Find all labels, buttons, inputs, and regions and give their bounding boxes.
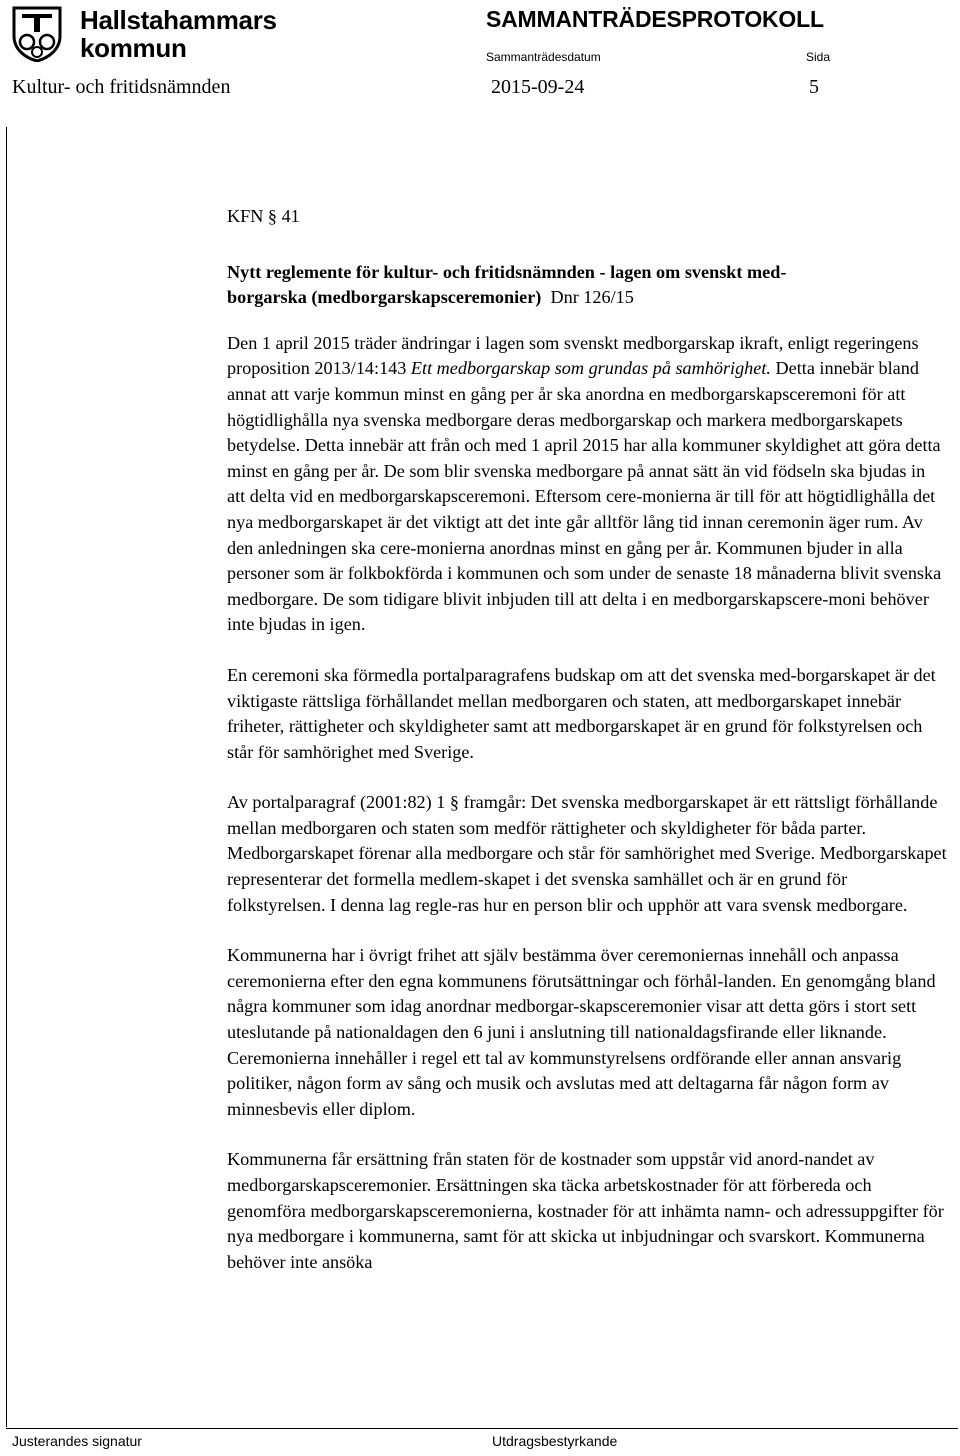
paragraph-2: En ceremoni ska förmedla portalparagrafens budskap om att det svenska med-borgarskapet är det viktigaste rättsliga förhållandet mellan medborgaren och staten, att medborgarskapet innebär friheter, rättigheter och skyldigheter samt att medborgarskapet är en grund för folkstyrelsen och står för samhörighet med Sverige. xyxy=(227,664,936,762)
document-type-title: SAMMANTRÄDESPROTOKOLL xyxy=(486,6,824,32)
logo-wordmark xyxy=(80,6,277,62)
protocol-body xyxy=(227,204,947,1275)
municipality-logo xyxy=(12,4,282,66)
case-number: KFN § 41 xyxy=(227,206,300,226)
logo-line-1: Hallstahammars xyxy=(80,5,277,35)
signature-label: Justerandes signatur xyxy=(12,1433,142,1449)
coat-of-arms-icon xyxy=(12,6,62,62)
case-dnr: Dnr 126/15 xyxy=(550,287,634,308)
case-title xyxy=(227,260,947,311)
page-label: Sida xyxy=(806,50,831,64)
case-title-line-2: borgarska (medborgarskapsceremonier) xyxy=(227,287,542,308)
proposition-title: Ett medborgarskap som grundas på samhörighet. xyxy=(410,358,771,379)
footer-rule xyxy=(6,1428,958,1429)
paragraph-5: Kommunerna får ersättning från staten för de kostnader som uppstår vid anord-nandet av medborgarskapsceremonier. Ersättningen ska täcka arbetskostnader för att förbereda och genomföra medborgarskapsceremonierna, kostnader för att inhämta namn- och adressuppgifter för nya medborgare i kommunerna, samt för att skicka ut inbjudningar och svarskort. Kommunerna behöver inte ansöka xyxy=(227,1149,944,1272)
paragraph-1 xyxy=(227,331,947,638)
logo-line-2: kommun xyxy=(80,33,187,63)
paragraph-1-part-b: Detta innebär bland annat att varje kommun minst en gång per år ska anordna en medborgarskapsceremoni för att högtidlighålla nya svenska medborgare deras medborgarskap och markera medborgarskapets betydelse. Detta innebär att från och med 1 april 2015 har alla kommuner skyldighet att göra detta minst en gång per år. De som blir svenska medborgare på annat sätt än vid födseln ska bjudas in att delta vid en medborgarskapsceremoni. Eftersom cere-monierna är till för att högtidlighålla det nya medborgarskapet är det viktigt att det inte går alltför lång tid innan ceremonin äger rum. Av den anledningen ska cere-monierna anordnas minst en gång per år. Kommunen bjuder in alla personer som är folkbokförda i kommunen och som under de senaste 18 månaderna blivit svenska medborgare. De som tidigare blivit inbjuden till att delta i en medborgarskapscere-moni behöver inte bjudas in igen. xyxy=(227,358,942,635)
date-label: Sammanträdesdatum xyxy=(486,50,601,64)
extract-label: Utdragsbestyrkande xyxy=(492,1433,618,1449)
left-margin-rule xyxy=(6,127,7,1427)
page-number: 5 xyxy=(809,76,819,98)
paragraph-1-part-a: Den 1 april 2015 träder ändringar i lagen som svenskt medborgarskap ikraft, enligt regeringens proposition 2013/14:143 xyxy=(227,332,919,379)
paragraph-4: Kommunerna har i övrigt frihet att själv bestämma över ceremoniernas innehåll och anpassa ceremonierna efter den egna kommunens förutsättningar och förhål-landen. En genomgång bland några kommuner som idag anordnar medborgar-skapsceremonier visar att detta görs i stort sett uteslutande på nationaldagen den 6 juni i anslutning till nationaldagsfirande eller liknande. Ceremonierna innehåller i regel ett tal av kommunstyrelsens ordförande eller annan ansvarig politiker, någon form av sång och musik och avslutas med att deltagarna får någon form av minnesbevis eller diplom. xyxy=(227,945,936,1119)
committee-name: Kultur- och fritidsnämnden xyxy=(12,76,231,98)
case-title-line-1: Nytt reglemente för kultur- och fritidsnämnden - lagen om svenskt med- xyxy=(227,261,787,282)
paragraph-3: Av portalparagraf (2001:82) 1 § framgår: Det svenska medborgarskapet är ett rättsligt förhållande mellan medborgaren och staten som medför rättigheter och skyldigheter för båda parter. Medborgarskapet förenar alla medborgare och står för samhörighet med Sverige. Medborgarskapet representerar det formella medlem-skapet i det svenska samhället och är en grund för folkstyrelsen. I denna lag regle-ras hur en person blir och upphör att vara svensk medborgare. xyxy=(227,792,947,915)
meeting-date: 2015-09-24 xyxy=(491,76,585,98)
